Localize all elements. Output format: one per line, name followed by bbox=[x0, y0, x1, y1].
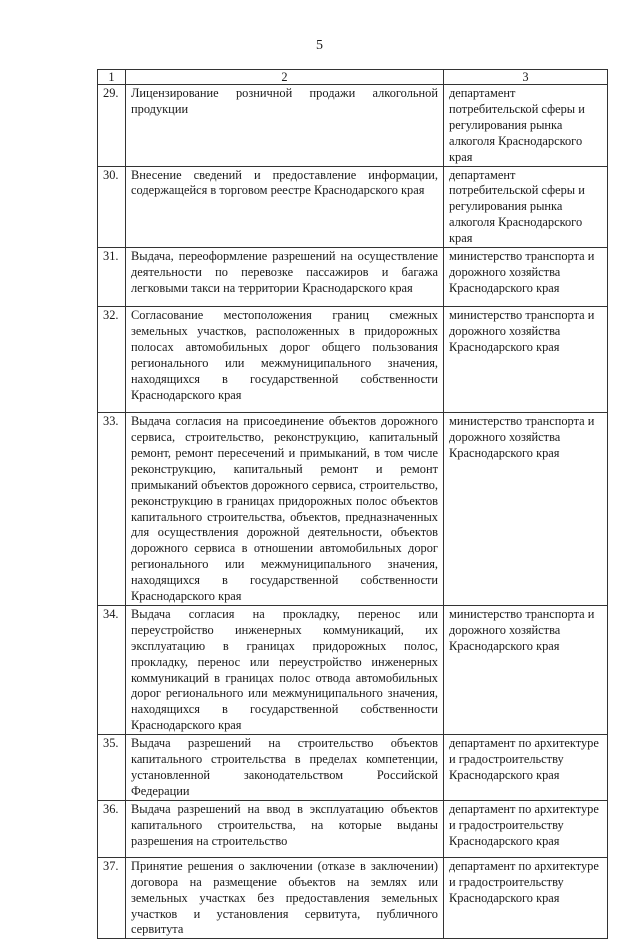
service-name: Внесение сведений и предоставление информации, содержащейся в торговом реестре Краснодарского края bbox=[126, 166, 444, 248]
header-col-1: 1 bbox=[98, 70, 126, 85]
services-table bbox=[97, 69, 608, 939]
service-name: Выдача согласия на присоединение объектов дорожного сервиса, строительство, реконструкцию, капитальный ремонт, ремонт пересечений и примыканий, в том числе реконструкцию, капитальный ремонт и ремонт примыканий объектов дорожного сервиса, строительство, реконструкцию в границах придорожных полос объектов капитального строительства, объектов, предназначенных для осуществления дорожной деятельности, объектов дорожного сервиса в отношении автомобильных дорог регионального или межмуниципального значения, находящихся в государственной собственности Краснодарского края bbox=[126, 413, 444, 606]
table-row bbox=[98, 166, 608, 248]
table-row bbox=[98, 248, 608, 307]
row-number: 33. bbox=[98, 413, 126, 606]
responsible-department: департамент по архитектуре и градостроительству Краснодарского края bbox=[444, 857, 608, 939]
table-row bbox=[98, 413, 608, 606]
service-name: Выдача разрешений на ввод в эксплуатацию объектов капитального строительства, на которые выданы разрешения на строительство bbox=[126, 800, 444, 857]
service-name: Выдача согласия на прокладку, перенос или переустройство инженерных коммуникаций, их эксплуатацию в границах придорожных полос, прокладку, перенос или переустройство инженерных коммуникаций в границах полос отвода автомобильных дорог регионального или межмуниципального значения, находящихся в государственной собственности Краснодарского края bbox=[126, 605, 444, 734]
page-number: 5 bbox=[316, 38, 323, 53]
table-row bbox=[98, 857, 608, 939]
table-header-row bbox=[98, 70, 608, 85]
responsible-department: департамент по архитектуре и градостроительству Краснодарского края bbox=[444, 800, 608, 857]
responsible-department: департамент потребительской сферы и регулирования рынка алкоголя Краснодарского края bbox=[444, 85, 608, 167]
row-number: 29. bbox=[98, 85, 126, 167]
header-col-2: 2 bbox=[126, 70, 444, 85]
table-row bbox=[98, 307, 608, 413]
service-name: Принятие решения о заключении (отказе в заключении) договора на размещение объектов на землях или земельных участках без предоставления земельных участков и установления сервитута, публичного сервитута bbox=[126, 857, 444, 939]
table-row bbox=[98, 85, 608, 167]
row-number: 35. bbox=[98, 735, 126, 801]
table-row bbox=[98, 605, 608, 734]
row-number: 31. bbox=[98, 248, 126, 307]
row-number: 36. bbox=[98, 800, 126, 857]
responsible-department: департамент по архитектуре и градостроительству Краснодарского края bbox=[444, 735, 608, 801]
table-row bbox=[98, 735, 608, 801]
responsible-department: министерство транспорта и дорожного хозяйства Краснодарского края bbox=[444, 605, 608, 734]
header-col-3: 3 bbox=[444, 70, 608, 85]
row-number: 34. bbox=[98, 605, 126, 734]
service-name: Лицензирование розничной продажи алкогольной продукции bbox=[126, 85, 444, 167]
responsible-department: департамент потребительской сферы и регулирования рынка алкоголя Краснодарского края bbox=[444, 166, 608, 248]
row-number: 30. bbox=[98, 166, 126, 248]
responsible-department: министерство транспорта и дорожного хозяйства Краснодарского края bbox=[444, 248, 608, 307]
responsible-department: министерство транспорта и дорожного хозяйства Краснодарского края bbox=[444, 307, 608, 413]
row-number: 32. bbox=[98, 307, 126, 413]
service-name: Согласование местоположения границ смежных земельных участков, расположенных в придорожных полосах автомобильных дорог общего пользования регионального или межмуниципального значения, находящихся в государственной собственности Краснодарского края bbox=[126, 307, 444, 413]
table-row bbox=[98, 800, 608, 857]
responsible-department: министерство транспорта и дорожного хозяйства Краснодарского края bbox=[444, 413, 608, 606]
row-number: 37. bbox=[98, 857, 126, 939]
service-name: Выдача, переоформление разрешений на осуществление деятельности по перевозке пассажиров и багажа легковыми такси на территории Краснодарского края bbox=[126, 248, 444, 307]
service-name: Выдача разрешений на строительство объектов капитального строительства в пределах компетенции, установленной законодательством Российской Федерации bbox=[126, 735, 444, 801]
